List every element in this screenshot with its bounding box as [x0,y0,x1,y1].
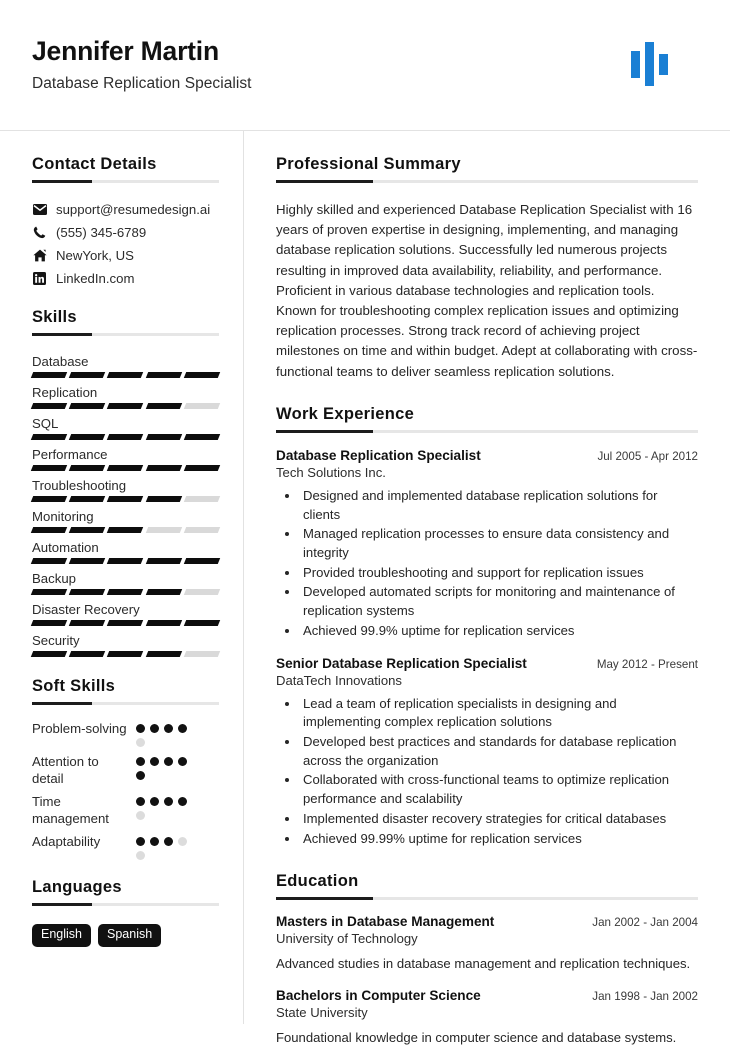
skill-bar-segment [184,403,221,409]
soft-skill-dot [178,837,187,846]
skill-name: Monitoring [32,509,94,524]
skill-name: Replication [32,385,98,400]
contact-item-phone[interactable] [32,225,219,240]
skill-level-bar [32,558,219,564]
skill-level-bar [32,527,219,533]
skill-bar-segment [184,434,221,440]
job-header [276,448,698,463]
job-bullet: • Provided troubleshooting and support for replication issues [300,564,698,583]
job-bullet: • Managed replication processes to ensure data consistency and integrity [300,525,698,562]
job-organization: DataTech Innovations [276,672,402,688]
job-bullet: • Implemented disaster recovery strategies for critical databases [300,810,698,829]
skill-bar-segment [31,589,68,595]
job-title: Senior Database Replication Specialist [276,655,527,671]
soft-skill-item [32,794,219,827]
education-list [276,914,698,1048]
soft-skills-section [32,677,219,860]
skill-bar-segment [184,620,221,626]
education-entry [276,914,698,974]
skill-bar-segment [31,372,68,378]
job-bullet: • Designed and implemented database replication solutions for clients [300,487,698,524]
work-experience-section [276,405,698,849]
soft-skill-dot [150,837,159,846]
job-header [276,656,698,671]
skill-item [32,509,219,533]
sidebar-column [0,131,244,1024]
languages-section [32,878,219,947]
skill-bar-segment [31,496,68,502]
skill-bar-segment [107,465,144,471]
skill-bar-segment [145,372,182,378]
main-column [244,131,730,1046]
soft-skill-dot [150,757,159,766]
skill-level-bar [32,434,219,440]
contact-email-value: support@resumedesign.ai [56,202,211,217]
resume-brand-logo [631,42,668,86]
skill-bar-segment [69,496,106,502]
jobs-list [276,448,698,849]
skill-name: SQL [32,416,59,431]
skill-name: Database [32,354,89,369]
skill-bar-segment [31,465,68,471]
contact-linkedin-value: LinkedIn.com [56,271,135,286]
work-section-title: Work Experience [276,404,415,423]
envelope-icon [32,204,47,215]
skill-bar-segment [145,558,182,564]
spacer [276,849,698,872]
job-bullet: • Developed best practices and standards for database replication across the organization [300,733,698,770]
education-entry [276,988,698,1048]
skill-bar-segment [69,651,106,657]
job-bullet: • Lead a team of replication specialists in designing and implementing complex replication solutions [300,695,698,732]
skills-section-title: Skills [32,308,77,326]
job-bullet-list [276,695,698,849]
education-section [276,872,698,1048]
skill-bar-segment [184,589,221,595]
skill-item [32,540,219,564]
education-date: Jan 2002 - Jan 2004 [592,916,698,930]
skill-level-bar [32,589,219,595]
job-title: Database Replication Specialist [276,447,481,463]
soft-skill-dot [178,797,187,806]
soft-skill-rating [136,721,198,747]
logo-bar-right [659,54,668,75]
candidate-name: Jennifer Martin [32,36,219,66]
education-degree: Masters in Database Management [276,914,495,930]
education-school: State University [276,1005,368,1021]
section-underline [32,333,219,336]
skill-bar-segment [69,527,106,533]
section-underline [276,430,698,433]
skill-item [32,633,219,657]
job-organization: Tech Solutions Inc. [276,464,386,480]
contact-list [32,202,219,286]
soft-skill-dot [136,738,145,747]
skill-bar-segment [107,527,144,533]
education-school: University of Technology [276,931,418,947]
skill-bar-segment [145,651,182,657]
skill-item [32,478,219,502]
skill-item [32,602,219,626]
skill-item [32,416,219,440]
soft-skill-rating [136,834,198,860]
soft-skill-dot [178,757,187,766]
job-bullet-list [276,487,698,641]
spacer [276,382,698,405]
soft-skill-item [32,721,219,747]
skill-bar-segment [107,372,144,378]
education-description: Foundational knowledge in computer science and database systems. [276,1030,677,1046]
section-underline [32,903,219,906]
soft-skill-item [32,754,219,787]
section-underline [32,180,219,183]
skill-level-bar [32,620,219,626]
contact-phone-value: (555) 345-6789 [56,225,147,240]
logo-bar-left [631,51,640,78]
section-underline [276,897,698,900]
contact-section-title: Contact Details [32,155,157,173]
skills-section [32,308,219,657]
skill-bar-segment [107,589,144,595]
skill-name: Disaster Recovery [32,602,140,617]
skill-bar-segment [69,620,106,626]
skill-bar-segment [184,372,221,378]
skill-bar-segment [69,434,106,440]
soft-skill-dot [150,724,159,733]
skills-list [32,354,219,657]
skill-bar-segment [145,620,182,626]
education-header [276,988,698,1003]
skill-bar-segment [184,558,221,564]
contact-section [32,155,219,286]
soft-skill-rating [136,754,198,780]
resume-body [0,131,730,1046]
skill-bar-segment [69,403,106,409]
skill-level-bar [32,372,219,378]
section-underline [276,180,698,183]
education-section-title: Education [276,872,359,891]
soft-skill-dot [136,724,145,733]
soft-skills-section-title: Soft Skills [32,677,116,695]
soft-skill-name: Adaptability [32,834,101,849]
languages-section-title: Languages [32,878,122,896]
phone-icon [32,226,47,239]
skill-bar-segment [107,403,144,409]
language-badge[interactable]: Spanish [98,924,161,947]
contact-location-value: NewYork, US [56,248,134,263]
skill-bar-segment [184,651,221,657]
language-badge-list [32,924,219,947]
skill-bar-segment [184,527,221,533]
summary-section-title: Professional Summary [276,155,461,173]
skill-bar-segment [145,403,182,409]
skill-name: Security [32,633,80,648]
skill-bar-segment [184,496,221,502]
skill-bar-segment [145,434,182,440]
summary-section [276,155,698,382]
language-badge[interactable]: English [32,924,91,947]
soft-skill-dot [164,837,173,846]
job-date: May 2012 - Present [596,657,698,671]
skill-name: Troubleshooting [32,478,127,493]
skill-bar-segment [145,589,182,595]
soft-skill-dot [136,811,145,820]
skill-bar-segment [31,558,68,564]
skill-item [32,385,219,409]
skill-level-bar [32,403,219,409]
soft-skill-item [32,834,219,860]
skill-bar-segment [145,496,182,502]
candidate-role: Database Replication Specialist [32,74,252,92]
skill-name: Performance [32,447,108,462]
soft-skill-dot [136,771,145,780]
home-icon [32,249,47,262]
soft-skills-list [32,721,219,860]
job-entry [276,448,698,641]
education-degree: Bachelors in Computer Science [276,988,481,1004]
skill-item [32,571,219,595]
resume-header [0,0,730,131]
skill-bar-segment [107,651,144,657]
soft-skill-dot [164,724,173,733]
skill-name: Automation [32,540,99,555]
skill-bar-segment [31,403,68,409]
skill-bar-segment [107,558,144,564]
job-bullet: • Achieved 99.99% uptime for replication services [300,830,698,849]
skill-bar-segment [31,434,68,440]
skill-bar-segment [145,527,182,533]
linkedin-icon [32,272,47,285]
skill-bar-segment [107,496,144,502]
skill-item [32,447,219,471]
soft-skill-dot [136,757,145,766]
section-underline [32,702,219,705]
summary-text: Highly skilled and experienced Database Replication Specialist with 16 years of proven expertise in designing, implementing, and managing database replication solutions. Successfully led numerous projects resulting in improved data availability, reliability, and performance. Proficient in various database technologies and replication tools. Known for troubleshooting complex replication issues and optimizing replication processes. Strong track record of achieving project milestones on time and within budget. Adept at collaborating with cross-functional teams to deliver seamless replication solutions. [276,202,698,379]
job-bullet: • Collaborated with cross-functional teams to optimize replication performance and scalability [300,771,698,808]
soft-skill-dot [164,757,173,766]
soft-skill-dot [136,797,145,806]
skill-bar-segment [69,372,106,378]
skill-bar-segment [107,620,144,626]
soft-skill-rating [136,794,198,820]
skill-level-bar [32,496,219,502]
job-date: Jul 2005 - Apr 2012 [597,449,698,463]
education-description: Advanced studies in database management and replication techniques. [276,956,691,972]
skill-level-bar [32,651,219,657]
education-header [276,914,698,929]
skill-bar-segment [31,527,68,533]
logo-bar-center [645,42,654,86]
skill-bar-segment [69,589,106,595]
soft-skill-name: Time management [32,794,109,826]
contact-item-linkedin[interactable] [32,271,219,286]
soft-skill-dot [164,797,173,806]
job-entry [276,656,698,849]
soft-skill-name: Attention to detail [32,754,99,786]
soft-skill-name: Problem-solving [32,721,127,736]
skill-level-bar [32,465,219,471]
skill-name: Backup [32,571,76,586]
skill-bar-segment [145,465,182,471]
skill-item [32,354,219,378]
skill-bar-segment [69,465,106,471]
soft-skill-dot [178,724,187,733]
contact-item-email[interactable] [32,202,219,217]
skill-bar-segment [31,651,68,657]
soft-skill-dot [136,837,145,846]
contact-item-location[interactable] [32,248,219,263]
education-date: Jan 1998 - Jan 2002 [592,990,698,1004]
job-bullet: • Developed automated scripts for monitoring and maintenance of replication systems [300,583,698,620]
job-bullet: • Achieved 99.9% uptime for replication services [300,622,698,641]
soft-skill-dot [150,797,159,806]
header-identity [32,36,252,93]
skill-bar-segment [31,620,68,626]
skill-bar-segment [107,434,144,440]
skill-bar-segment [69,558,106,564]
skill-bar-segment [184,465,221,471]
soft-skill-dot [136,851,145,860]
